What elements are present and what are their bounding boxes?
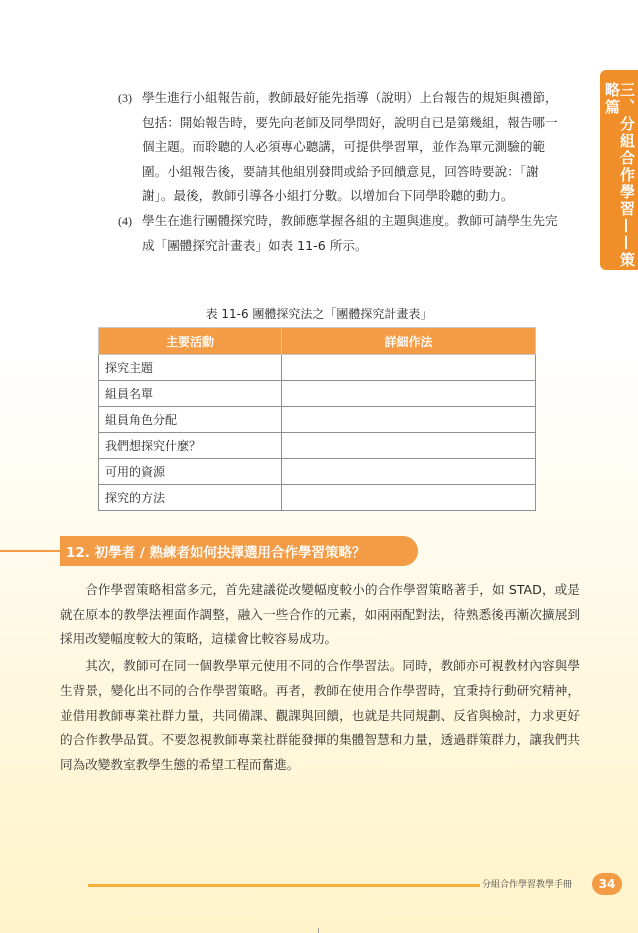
list-item-number: (3)	[118, 91, 132, 105]
numbered-list	[118, 86, 568, 258]
table-row	[99, 485, 536, 511]
section-heading-text: 12. 初學者 / 熟練者如何抉擇選用合作學習策略？	[66, 545, 366, 561]
footer-rule	[88, 884, 480, 887]
table-cell	[282, 485, 536, 511]
table-row	[99, 433, 536, 459]
table-cell	[282, 459, 536, 485]
chapter-side-tab	[600, 70, 638, 270]
table-header-cell: 主要活動	[99, 328, 282, 355]
paragraph: 合作學習策略相當多元，首先建議從改變幅度較小的合作學習策略著手，如 STAD，或是就在原本的教學法裡面作調整，融入一些合作的元素，如兩兩配對法，待熟悉後再漸次擴展到採用改變幅度較大的策略，這樣會比較容易成功。	[60, 582, 580, 647]
table-header-row	[99, 328, 536, 355]
table-cell: 探究的方法	[99, 485, 282, 511]
table-row	[99, 355, 536, 381]
footer-label: 分組合作學習教學手冊	[482, 880, 573, 890]
group-investigation-plan-table	[98, 327, 536, 511]
crop-mark	[318, 928, 319, 933]
paragraph: 其次，教師可在同一個教學單元使用不同的合作學習法。同時，教師亦可視教材內容與學生背景，變化出不同的合作學習策略。再者，教師在使用合作學習時，宜秉持行動研究精神，並借用教師專業社群力量，共同備課、觀課與回饋，也就是共同規劃、反省與檢討，力求更好的合作教學品質。不要忽視教師專業社群能發揮的集體智慧和力量，透過群策群力，讓我們共同為改變教室教學生態的希望工程而奮進。	[60, 658, 580, 772]
body-text	[60, 578, 580, 780]
list-item-text: 學生進行小組報告前，教師最好能先指導（說明）上台報告的規矩與禮節，包括：開始報告時，要先向老師及同學問好，說明自已是第幾組，報告哪一個主題。而聆聽的人必須專心聽講，可提供學習單，並作為單元測驗的範圍。小組報告後，要請其他組別發問或給予回饋意見，回答時要說：「謝謝」。最後，教師引導各小組打分數。以增加台下同學聆聽的動力。	[142, 90, 558, 204]
table-cell: 探究主題	[99, 355, 282, 381]
table-cell: 組員名單	[99, 381, 282, 407]
table-row	[99, 407, 536, 433]
list-item-number: (4)	[118, 213, 132, 228]
table-cell	[282, 355, 536, 381]
table-header-cell: 詳細作法	[282, 328, 536, 355]
table-cell	[282, 433, 536, 459]
table-cell: 我們想探究什麼？	[99, 433, 282, 459]
table-cell: 可用的資源	[99, 459, 282, 485]
table-cell	[282, 381, 536, 407]
list-item	[118, 86, 568, 209]
table-cell	[282, 407, 536, 433]
table-row	[99, 459, 536, 485]
section-heading	[60, 536, 418, 566]
page-number: 34	[592, 873, 622, 895]
table-row	[99, 381, 536, 407]
table-cell: 組員角色分配	[99, 407, 282, 433]
list-item	[118, 209, 568, 258]
table-caption: 表 11-6 團體探究法之「團體探究計畫表」	[205, 307, 433, 321]
list-item-text: 學生在進行團體探究時，教師應掌握各組的主題與進度。教師可請學生先完成「團體探究計畫表」如表 11-6 所示。	[142, 212, 558, 253]
chapter-side-tab-label: 三、分組合作學習——策略篇	[603, 82, 636, 269]
